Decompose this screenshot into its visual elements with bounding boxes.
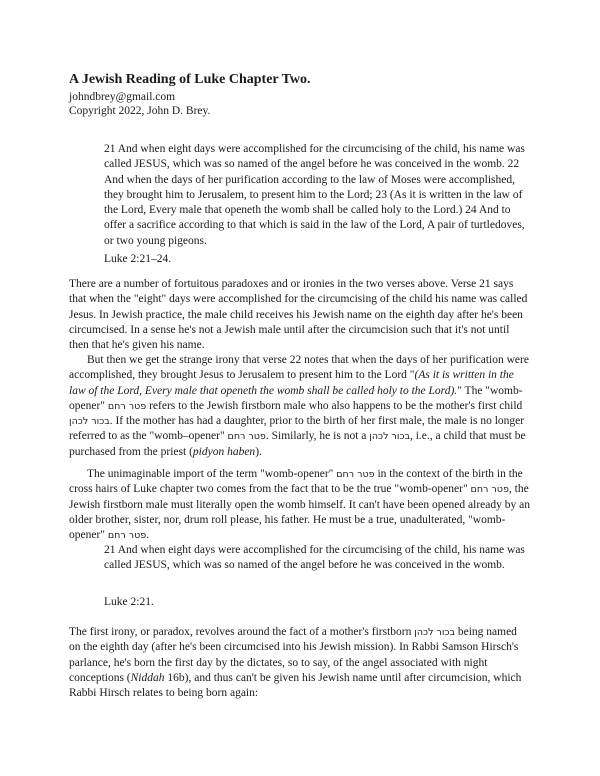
hebrew-term: בכור לכהן <box>414 627 455 638</box>
hebrew-term: פטר רחם <box>336 469 375 480</box>
text-run: The first irony, or paradox, revolves around the fact of a mother's firstborn <box>69 626 415 638</box>
hebrew-term: בכור לכהן <box>69 416 110 428</box>
text-run: . If the mother has had a daughter, prior to the birth of her first male, the male is no longer referred to as the "womb–opener" <box>69 415 525 443</box>
paragraph-import <box>69 467 531 543</box>
hebrew-term: פטר רחם <box>227 431 266 443</box>
text-run: . Similarly, he is not a <box>265 430 370 443</box>
copyright-line: Copyright 2022, John D. Brey. <box>69 105 211 117</box>
text-run: in the context of the birth in the cross hairs of Luke chapter two comes from the fact that to be the true "womb-opener" <box>69 468 523 496</box>
block-quote-luke-2-21-24: 21 And when eight days were accomplished for the circumcising of the child, his name was called JESUS, which was so named of the angel before he was conceived in the womb. 22 And when the days of her purification according to the law of Moses were accomplished, they brought him to Jerusalem, to present him to the Lord; 23 (As it is written in the law of the Lord, Every male that openeth the womb shall be called holy to the Lord.) 24 And to offer a sacrifice according to that which is said in the law of the Lord, A pair of turtledoves, or two young pigeons. <box>104 143 525 247</box>
paragraph-womb-opener-text <box>69 353 531 460</box>
page-title: A Jewish Reading of Luke Chapter Two. <box>69 72 311 87</box>
text-run: But then we get the strange irony that verse 22 notes that when the days of her purification were accomplished, they brought Jesus to Jerusalem to present him to the Lord " <box>69 354 529 382</box>
text-run: , the Jewish firstborn male must literally open the womb himself. It can't have been opened already by an older brother, sister, nor, drum roll please, his father. He must be a true, unadulterated, "womb-opener" <box>69 483 530 542</box>
hebrew-term: פטר רחם <box>107 530 147 542</box>
niddah-italic: Niddah <box>130 671 165 684</box>
text-run: ). <box>255 445 262 458</box>
text-run: being named on the eighth day (after he's been circumcised into his Jewish mission). In Rabbi Samson Hirsch's parlance, he's born the first day by the dictates, so to say, of the angel associated with night conceptions ( <box>69 626 519 684</box>
citation-luke-2-21-24: Luke 2:21–24. <box>104 253 172 265</box>
paragraph-first-irony <box>69 625 531 701</box>
text-run: , i.e., a child that must be purchased from the priest ( <box>69 430 526 458</box>
paragraph-import-text <box>69 467 531 543</box>
paragraph-ironies: There are a number of fortuitous paradoxes and or ironies in the two verses above. Verse 21 says that when the "eight" days were accomplished for the circumcising of the child his name was called Jesus. In Jewish practice, the male child receives his Jewish name on the eighth day after he's been circumcised. In a sense he's not a Jewish male until after the circumcision such that it's not until then that he's given his name. <box>69 278 528 352</box>
scripture-italic: (As it is written in the law of the Lord, Every male that openeth the womb shall be called holy to the Lord). <box>69 369 514 397</box>
paragraph-womb-opener <box>69 353 531 460</box>
hebrew-term: בכור לכהן <box>369 431 410 443</box>
hebrew-term: פטר רחם <box>107 400 147 412</box>
hebrew-term: פטר רחם <box>470 484 509 496</box>
author-email: johndbrey@gmail.com <box>69 91 176 103</box>
text-run: refers to the Jewish firstborn male who also happens to be the mother's first child <box>146 399 523 412</box>
text-run: . <box>146 529 150 542</box>
text-run: " The "womb-opener" <box>69 384 523 412</box>
citation-luke-2-21: Luke 2:21. <box>104 596 154 608</box>
pidyon-haben-italic: pidyon haben <box>192 445 256 458</box>
block-quote-luke-2-21: 21 And when eight days were accomplished for the circumcising of the child, his name was called JESUS, which was so named of the angel before he was conceived in the womb. <box>104 544 525 572</box>
text-run: The unimaginable import of the term "womb-opener" <box>87 468 337 480</box>
text-run: 16b), and thus can't be given his Jewish name until after circumcision, which Rabbi Hirsch relates to being born again: <box>69 671 522 700</box>
